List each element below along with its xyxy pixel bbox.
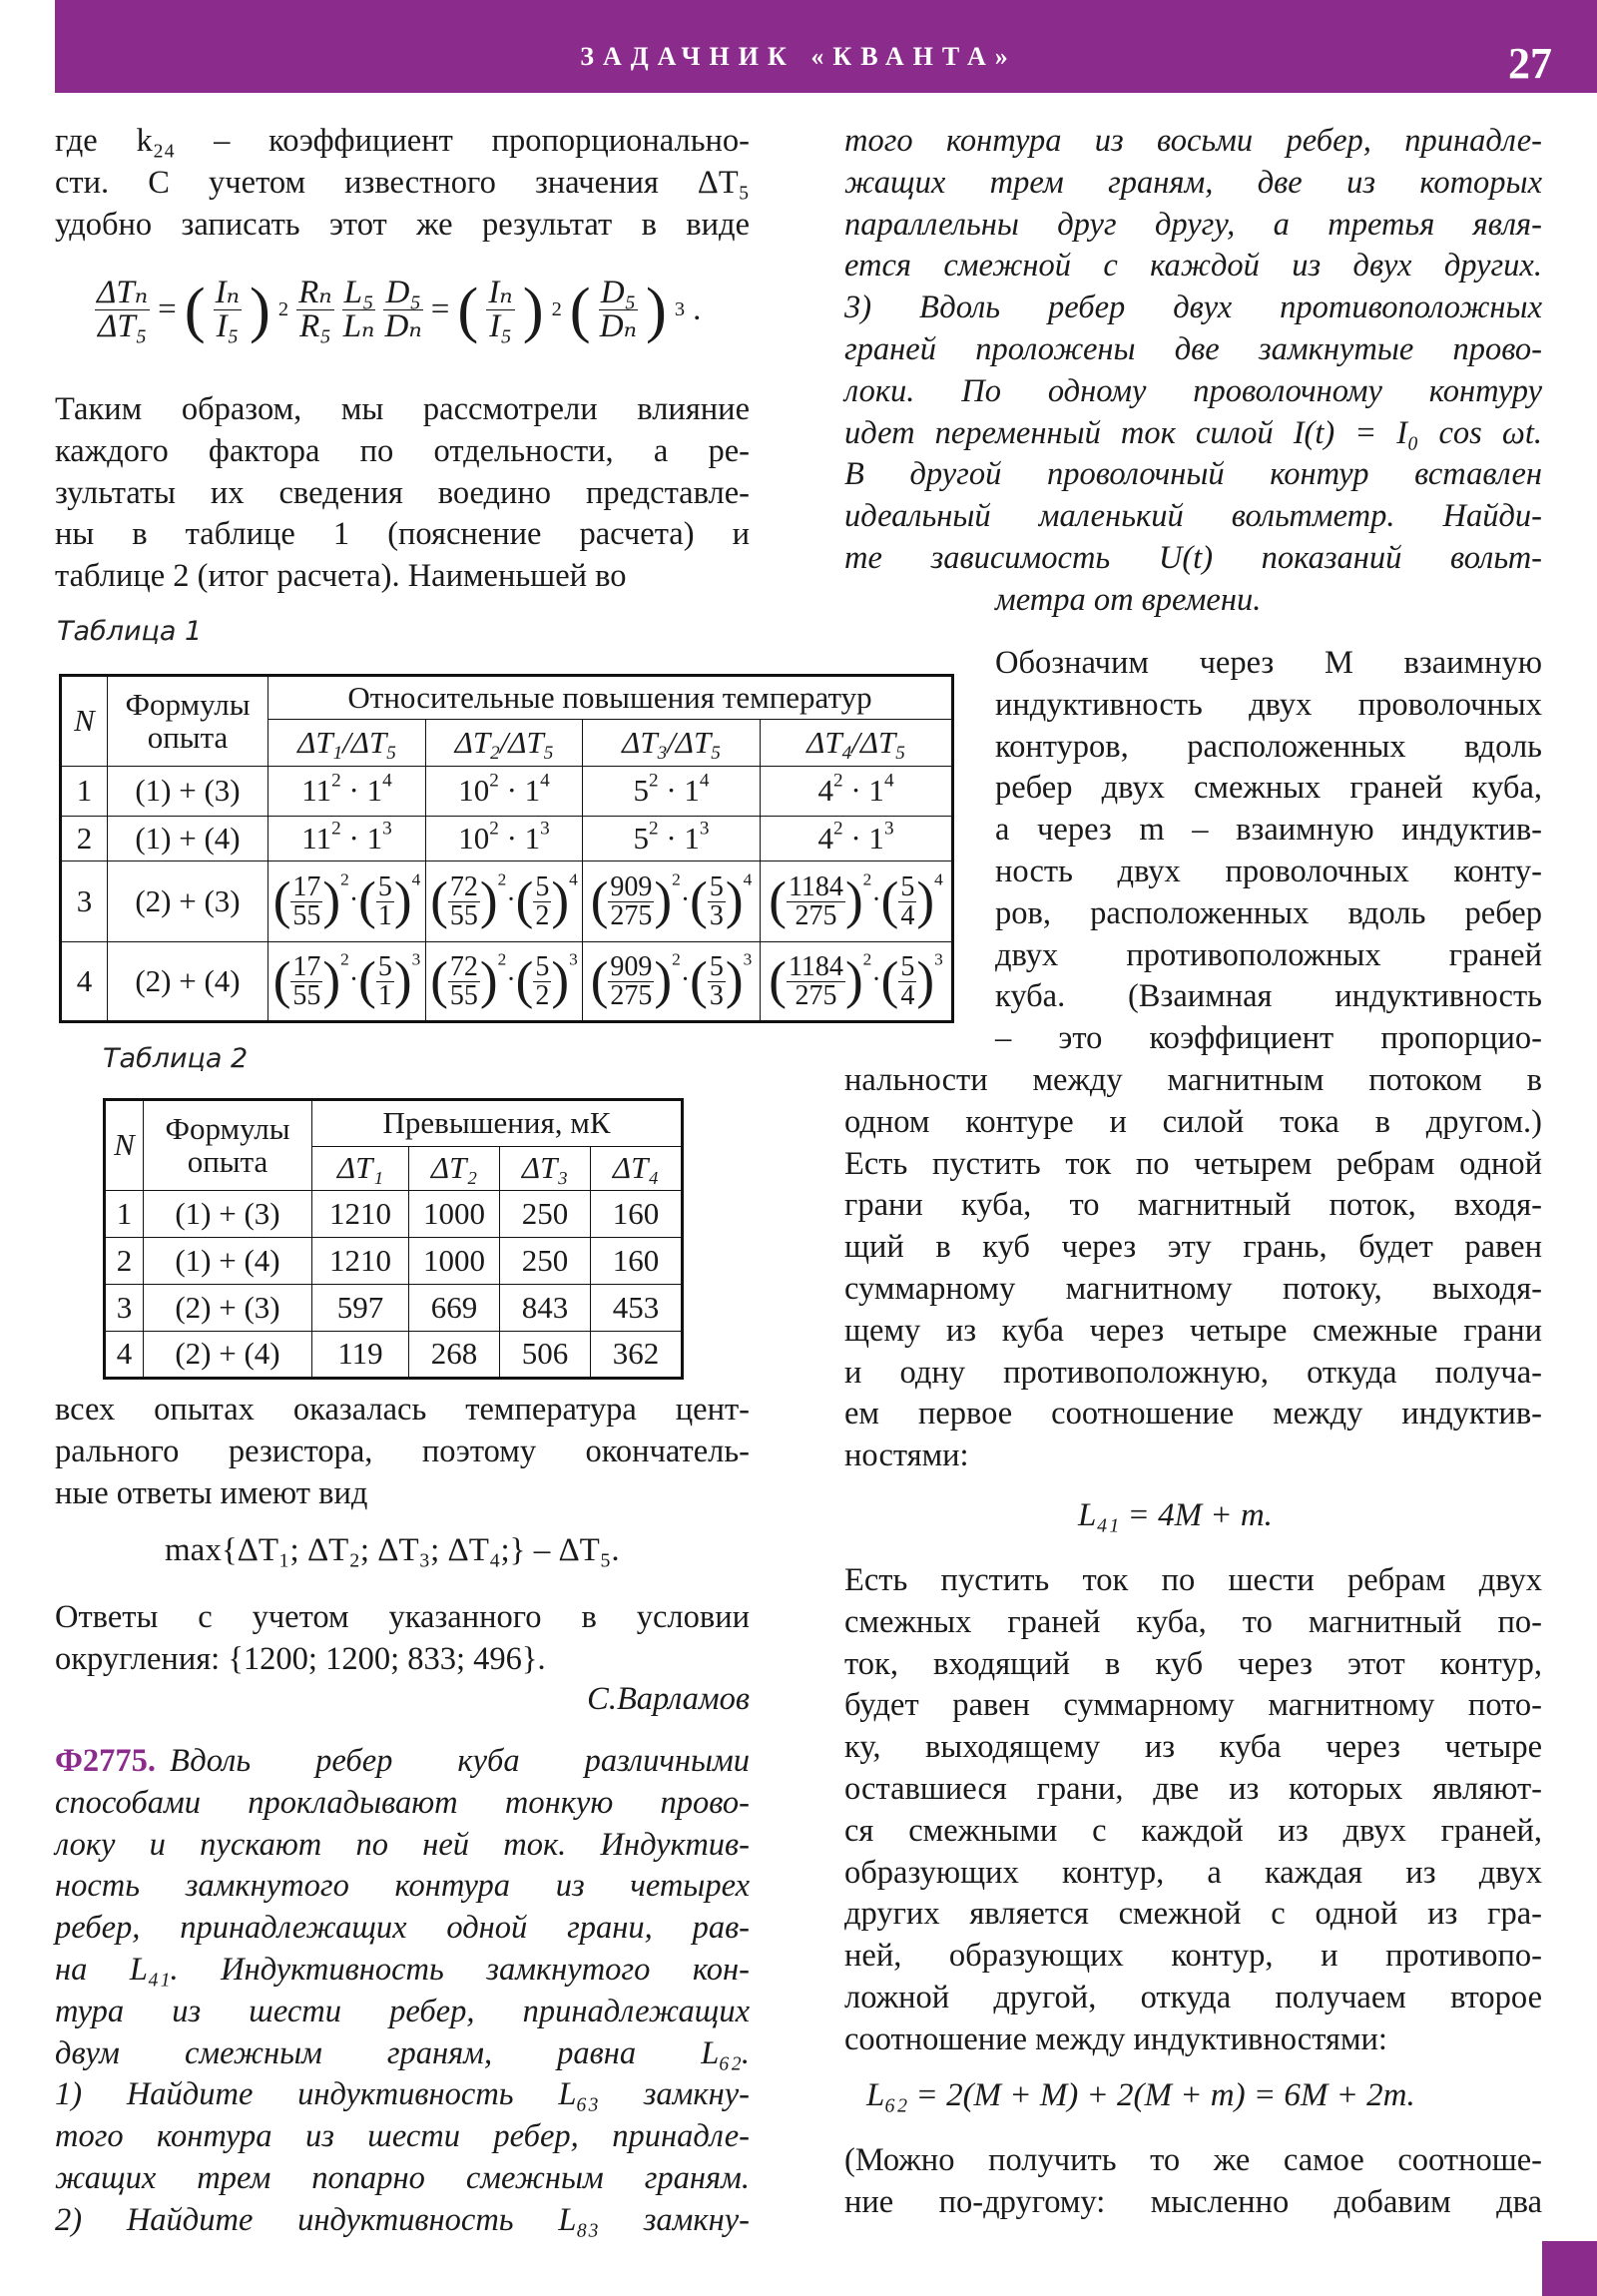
cell-formula: (1) + (3) <box>108 767 268 817</box>
fraction <box>533 950 551 1011</box>
fraction <box>608 870 654 931</box>
paren: ) <box>654 951 673 1010</box>
denominator: 1 <box>377 899 392 931</box>
left-para-3 <box>55 1390 750 1514</box>
cell-n: 4 <box>61 942 108 1022</box>
header-row <box>105 1100 683 1147</box>
text-line: граней проложены две замкнутые прово- <box>844 330 1542 367</box>
text-line: ется смежной с каждой из двух других. <box>844 248 1542 285</box>
header-n: N <box>61 676 108 767</box>
cell-formula: (1) + (4) <box>108 817 268 861</box>
problem-last-line: метра от времени. <box>995 582 1262 618</box>
cell-value: ( $\frac{17}{55}$ )$^2$·( $\frac{5}{1}$ )$^3$ <box>268 942 426 1022</box>
header-row <box>61 676 953 720</box>
cell-value: $4^2 \cdot 1^4$ <box>761 767 953 817</box>
text-line: ток, входящий в куб через этот контур, <box>844 1645 1542 1682</box>
table-row <box>61 861 953 942</box>
exponent: 3 <box>411 949 421 969</box>
table-row <box>105 1238 683 1285</box>
numerator: 5 <box>900 950 915 982</box>
text-line: ложной другой, откуда получаем второе <box>844 1979 1542 2015</box>
exponent: 2 <box>489 818 499 840</box>
exponent: 4 <box>934 869 943 889</box>
text-line: соотношение между индуктивностями: <box>844 2020 1387 2057</box>
power-group <box>880 869 943 931</box>
problem-continued <box>844 121 1542 580</box>
text-line: Ответы с учетом указанного в условии <box>55 1599 750 1635</box>
solution-para-2 <box>844 1560 1542 2061</box>
numerator: 17 <box>292 950 321 982</box>
subscript: 3 <box>657 742 668 764</box>
fraction <box>448 950 480 1011</box>
cell-n: 1 <box>61 767 108 817</box>
numerator: 5 <box>377 870 392 902</box>
table-1 <box>59 674 954 1023</box>
fraction <box>533 870 551 931</box>
denominator: 1 <box>377 979 392 1011</box>
text-line: сти. С учетом известного значения ΔT₅ <box>55 164 750 201</box>
text-line: ность замкнутого контура из четырех <box>55 1868 750 1905</box>
numerator: 5 <box>535 870 550 902</box>
exponent: 3 <box>883 818 894 840</box>
subscript: 5 <box>711 742 721 764</box>
text-line: того контура из шести ребер, принадле- <box>55 2118 750 2155</box>
denominator: 55 <box>292 899 321 931</box>
denominator: 3 <box>709 979 724 1011</box>
fraction <box>608 950 654 1011</box>
denominator: 275 <box>795 899 837 931</box>
fraction <box>708 950 726 1011</box>
column-header: ΔT₁ <box>312 1147 409 1191</box>
paren: ( <box>272 871 291 930</box>
power-group <box>515 869 578 931</box>
column-header: ΔT₄ <box>591 1147 683 1191</box>
exponent: 4 <box>569 869 578 889</box>
text-line: ку, выходящему из куба через четыре <box>844 1729 1542 1766</box>
cell-n: 4 <box>105 1332 144 1379</box>
page-number: 27 <box>1508 39 1552 88</box>
cell-value: $10^2 \cdot 1^4$ <box>426 767 583 817</box>
text-line: Обозначим через M взаимную <box>995 645 1542 681</box>
text-line: грани куба, то магнитный поток, входя- <box>844 1187 1542 1224</box>
cell-value: 669 <box>409 1285 500 1332</box>
paren: ( <box>769 871 787 930</box>
fraction <box>290 950 322 1011</box>
solution-para-3 <box>844 2140 1542 2224</box>
cell-value: ( $\frac{909}{275}$ )$^2$·( $\frac{5}{3}$ )$^4$ <box>583 861 761 942</box>
text-line: идеальный маленький вольтметр. Найди- <box>844 498 1542 535</box>
problem-f2775 <box>55 1741 750 2242</box>
exponent: 2 <box>862 949 872 969</box>
text-line: В другой проволочный контур вставлен <box>844 456 1542 493</box>
text-line: рального резистора, поэтому окончатель- <box>55 1433 750 1469</box>
cell-value: $11^2 \cdot 1^4$ <box>268 767 426 817</box>
paren: ( <box>430 951 448 1010</box>
paren: ) <box>322 951 341 1010</box>
denominator: 55 <box>449 979 478 1011</box>
subscript: 5 <box>895 742 905 764</box>
paren: ) <box>322 871 341 930</box>
header-formula: Формулы опыта <box>144 1100 312 1191</box>
exponent: 4 <box>540 770 550 792</box>
left-para-1 <box>55 121 750 246</box>
header-formula: Формулы опыта <box>108 676 268 767</box>
paren: ( <box>769 951 787 1010</box>
subscript: 5 <box>386 742 396 764</box>
cell-value: 362 <box>591 1332 683 1379</box>
header-n: N <box>105 1100 144 1191</box>
cell-value: 453 <box>591 1285 683 1332</box>
paren: ) <box>551 871 570 930</box>
fraction <box>898 950 916 1011</box>
text-line: Вдоль ребер куба различными <box>170 1743 750 1779</box>
cell-value: 1210 <box>312 1191 409 1238</box>
solution-indented <box>995 643 1542 1060</box>
cell-value: 1000 <box>409 1238 500 1285</box>
text-line: ны в таблице 1 (пояснение расчета) и <box>55 516 750 553</box>
subscript: 5 <box>543 742 554 764</box>
power-group <box>690 869 753 931</box>
exponent: 4 <box>743 869 753 889</box>
cell-value: $11^2 \cdot 1^3$ <box>268 817 426 861</box>
paren: ( <box>880 951 899 1010</box>
text-line: того контура из восьми ребер, принадле- <box>844 123 1542 159</box>
paren: ) <box>844 951 863 1010</box>
table-row <box>105 1191 683 1238</box>
numerator: 5 <box>900 870 915 902</box>
text-line: будет равен суммарному магнитному пото- <box>844 1687 1542 1724</box>
paren: ( <box>358 951 376 1010</box>
text-line: двух противоположных граней <box>995 936 1542 973</box>
text-line: и одну противоположную, откуда получа- <box>844 1354 1542 1391</box>
exponent: 2 <box>497 949 507 969</box>
text-line: идет переменный ток силой I(t) = I₀ cos ωt. <box>844 414 1542 451</box>
cell-formula: (1) + (4) <box>144 1238 312 1285</box>
problem-number: Ф2775. <box>55 1743 157 1779</box>
denominator: 4 <box>900 979 915 1011</box>
denominator: 275 <box>610 979 653 1011</box>
paren: ( <box>590 951 609 1010</box>
exponent: 2 <box>648 818 659 840</box>
text-line: суммарному магнитному потоку, выходя- <box>844 1270 1542 1307</box>
fraction <box>376 950 394 1011</box>
text-line: ребер двух смежных граней куба, <box>995 770 1542 807</box>
exponent: 2 <box>672 949 681 969</box>
numerator: 72 <box>449 950 478 982</box>
cell-value: ( $\frac{1184}{275}$ )$^2$·( $\frac{5}{4}$ )$^3$ <box>761 942 953 1022</box>
header-group: Относительные повышения температур <box>268 676 953 720</box>
exponent: 2 <box>331 818 341 840</box>
numerator: 1184 <box>788 870 843 902</box>
text-line: контуров, расположенных вдоль <box>995 728 1542 765</box>
text-line: одном контуре и силой тока в другом.) <box>844 1103 1542 1140</box>
denominator: 2 <box>535 979 550 1011</box>
numerator: 17 <box>292 870 321 902</box>
paren: ( <box>690 951 708 1010</box>
paren: ) <box>551 951 570 1010</box>
text-line: где k₂₄ – коэффициент пропорционально- <box>55 123 750 159</box>
fraction <box>787 950 845 1011</box>
paren: ( <box>590 871 609 930</box>
text-line: каждого фактора по отдельности, а ре- <box>55 432 750 469</box>
text-line: локи. По одному проволочному контуру <box>844 372 1542 409</box>
text-line: двум смежным граням, равна L₆₂. <box>55 2034 750 2071</box>
column-header: $\Delta T_2/\Delta T_5$ <box>426 720 583 767</box>
cell-value: 250 <box>500 1238 591 1285</box>
text-line: Таким образом, мы рассмотрели влияние <box>55 391 750 427</box>
cell-value: 268 <box>409 1332 500 1379</box>
text-line: параллельны друг другу, а третья явля- <box>844 206 1542 243</box>
cell-n: 2 <box>105 1238 144 1285</box>
table-row <box>61 942 953 1022</box>
column-header: $\Delta T_1/\Delta T_5$ <box>268 720 426 767</box>
text-line: – это коэффициент пропорцио- <box>995 1020 1542 1057</box>
text-line: ребер, принадлежащих одной грани, рав- <box>55 1910 750 1947</box>
cell-formula: (2) + (3) <box>144 1285 312 1332</box>
exponent: 2 <box>489 770 499 792</box>
section-title: ЗАДАЧНИК «КВАНТА» <box>580 42 1017 71</box>
paren: ) <box>916 951 935 1010</box>
exponent: 3 <box>934 949 943 969</box>
paren: ) <box>479 951 498 1010</box>
text-line: индуктивность двух проволочных <box>995 686 1542 723</box>
cell-value: ( $\frac{72}{55}$ )$^2$·( $\frac{5}{2}$ )$^3$ <box>426 942 583 1022</box>
text-line: Есть пустить ток по шести ребрам двух <box>844 1562 1542 1598</box>
text-line: жащих трем попарно смежным граням. <box>55 2159 750 2196</box>
text-line: всех опытах оказалась температура цент- <box>55 1392 750 1428</box>
cell-n: 1 <box>105 1191 144 1238</box>
table-row <box>61 817 953 861</box>
paren: ) <box>479 871 498 930</box>
text-line: смежных граней куба, то магнитный по- <box>844 1603 1542 1640</box>
text-line: оставшиеся грани, две из которых являют- <box>844 1770 1542 1807</box>
power-group <box>515 949 578 1011</box>
text-line: ность двух проволочных конту- <box>995 853 1542 889</box>
cell-n: 2 <box>61 817 108 861</box>
denominator: 2 <box>535 899 550 931</box>
cell-value: ( $\frac{1184}{275}$ )$^2$·( $\frac{5}{4}$ )$^4$ <box>761 861 953 942</box>
text-line: Есть пустить ток по четырем ребрам одной <box>844 1145 1542 1182</box>
paren: ) <box>654 871 673 930</box>
exponent: 3 <box>743 949 753 969</box>
fraction <box>290 870 322 931</box>
denominator: 55 <box>449 899 478 931</box>
exponent: 2 <box>648 770 659 792</box>
author: С.Варламов <box>587 1681 750 1717</box>
corner-marker <box>1542 2241 1597 2296</box>
paren: ( <box>515 871 534 930</box>
paren: ) <box>844 871 863 930</box>
text-line: нальности между магнитным потоком в <box>844 1062 1542 1098</box>
paren: ) <box>393 951 412 1010</box>
column-header: ΔT₃ <box>500 1147 591 1191</box>
paren: ) <box>393 871 412 930</box>
fraction <box>898 870 916 931</box>
text-line: 2) Найдите индуктивность L₈₃ замкну- <box>55 2201 750 2238</box>
numerator: 909 <box>610 870 653 902</box>
cell-value: $10^2 \cdot 1^3$ <box>426 817 583 861</box>
numerator: 5 <box>377 950 392 982</box>
paren: ( <box>690 871 708 930</box>
page-header <box>55 0 1597 93</box>
cell-n: 3 <box>61 861 108 942</box>
text-line: таблице 2 (итог расчета). Наименьшей во <box>55 558 627 595</box>
exponent: 2 <box>340 949 349 969</box>
text-line: других является смежной с одной из гра- <box>844 1896 1542 1933</box>
text-line: куба. (Взаимная индуктивность <box>995 978 1542 1015</box>
cell-value: ( $\frac{909}{275}$ )$^2$·( $\frac{5}{3}$ )$^3$ <box>583 942 761 1022</box>
text-line: удобно записать этот же результат в виде <box>55 206 750 243</box>
denominator: 4 <box>900 899 915 931</box>
column-header: $\Delta T_4/\Delta T_5$ <box>761 720 953 767</box>
text-line: щему из куба через четыре смежные грани <box>844 1312 1542 1349</box>
answers <box>55 1597 750 1681</box>
text-line: (Можно получить то же самое соотноше- <box>844 2142 1542 2178</box>
text-line: те зависимость U(t) показаний вольт- <box>844 539 1542 576</box>
text-line: ем первое соотношение между индуктив- <box>844 1396 1542 1433</box>
text-line: тура из шести ребер, принадлежащих <box>55 1993 750 2029</box>
exponent: 2 <box>497 869 507 889</box>
cell-value: 1210 <box>312 1238 409 1285</box>
text-line: ностями: <box>844 1437 969 1474</box>
cell-value: 506 <box>500 1332 591 1379</box>
paren: ) <box>725 951 744 1010</box>
cell-value: 160 <box>591 1191 683 1238</box>
text-line: зультаты их сведения воедино представле- <box>55 474 750 511</box>
text-line: на L₄₁. Индуктивность замкнутого кон- <box>55 1951 750 1988</box>
denominator: 55 <box>292 979 321 1011</box>
text-line: ров, расположенных вдоль ребер <box>995 894 1542 931</box>
numerator: 1184 <box>788 950 843 982</box>
numerator: 5 <box>709 870 724 902</box>
text-line: 3) Вдоль ребер двух противоположных <box>844 289 1542 326</box>
text-line: ные ответы имеют вид <box>55 1474 368 1511</box>
fraction <box>376 870 394 931</box>
text-line: локу и пускают по ней ток. Индуктив- <box>55 1826 750 1863</box>
power-group <box>690 949 753 1011</box>
cell-value: ( $\frac{17}{55}$ )$^2$·( $\frac{5}{1}$ )$^4$ <box>268 861 426 942</box>
paren: ( <box>430 871 448 930</box>
table-row <box>105 1285 683 1332</box>
paren: ) <box>916 871 935 930</box>
fraction <box>787 870 845 931</box>
cell-value: 843 <box>500 1285 591 1332</box>
exponent: 3 <box>699 818 710 840</box>
text-line: ней, образующих контур, и противопо- <box>844 1938 1542 1975</box>
fraction <box>448 870 480 931</box>
paren: ( <box>272 951 291 1010</box>
text-line: жащих трем граням, две из которых <box>844 164 1542 201</box>
power-group <box>358 869 421 931</box>
exponent: 4 <box>411 869 421 889</box>
numerator: 72 <box>449 870 478 902</box>
cell-formula: (1) + (3) <box>144 1191 312 1238</box>
text-line: ние по-другому: мысленно добавим два <box>844 2183 1542 2220</box>
exponent: 2 <box>833 770 843 792</box>
cell-value: $5^2 \cdot 1^3$ <box>583 817 761 861</box>
cell-value: 1000 <box>409 1191 500 1238</box>
cell-value: 119 <box>312 1332 409 1379</box>
header-group: Превышения, мК <box>312 1100 683 1147</box>
power-group <box>880 949 943 1011</box>
fraction <box>708 870 726 931</box>
exponent: 4 <box>699 770 710 792</box>
paren: ( <box>515 951 534 1010</box>
denominator: 3 <box>709 899 724 931</box>
text-line: 1) Найдите индуктивность L₆₃ замкну- <box>55 2076 750 2113</box>
formula-l41: L₄₁ = 4M + m. <box>1078 1497 1273 1533</box>
column-header: $\Delta T_3/\Delta T_5$ <box>583 720 761 767</box>
cell-n: 3 <box>105 1285 144 1332</box>
solution-para-1 <box>844 1060 1542 1477</box>
column-header: ΔT₂ <box>409 1147 500 1191</box>
denominator: 275 <box>795 979 837 1011</box>
left-para-2 <box>55 389 750 598</box>
cell-value: ( $\frac{72}{55}$ )$^2$·( $\frac{5}{2}$ )$^4$ <box>426 861 583 942</box>
power-group <box>358 949 421 1011</box>
subscript: 2 <box>490 742 500 764</box>
cell-value: 160 <box>591 1238 683 1285</box>
cell-formula: (2) + (4) <box>108 942 268 1022</box>
exponent: 3 <box>540 818 550 840</box>
exponent: 4 <box>382 770 392 792</box>
cell-value: 250 <box>500 1191 591 1238</box>
exponent: 2 <box>833 818 843 840</box>
paren: ( <box>358 871 376 930</box>
numerator: 909 <box>610 950 653 982</box>
paren: ) <box>725 871 744 930</box>
exponent: 2 <box>340 869 349 889</box>
text-line: а через m – взаимную индуктив- <box>995 812 1542 849</box>
text-line: щий в куб через эту грань, будет равен <box>844 1229 1542 1266</box>
subscript: 1 <box>332 742 343 764</box>
numerator: 5 <box>709 950 724 982</box>
table-2 <box>103 1098 684 1380</box>
exponent: 2 <box>331 770 341 792</box>
exponent: 3 <box>569 949 578 969</box>
exponent: 4 <box>883 770 894 792</box>
formula-l62: L₆₂ = 2(M + M) + 2(M + m) = 6M + 2m. <box>866 2077 1415 2113</box>
table-row <box>61 767 953 817</box>
formula-ratio: $\frac{\text{ΔTₙ}}{\text{ΔT₅}}$ = ( $\frac{\text{Iₙ}}{\text{I₅}}$ ) 2 $\frac{\text{Rₙ}}{\text{R₅}}$ $\frac{\text{L₅}}{\text{Lₙ}}$ $\frac{\text{D₅}}{\text{Dₙ}}$ = ( $\frac{\text{Iₙ}}{\text{I₅}}$ ) 2 ( $\frac{\text{D₅}}{\text{Dₙ}}$ ) 3 . <box>97 274 702 344</box>
cell-value: $5^2 \cdot 1^4$ <box>583 767 761 817</box>
exponent: 2 <box>862 869 872 889</box>
paren: ( <box>880 871 899 930</box>
cell-value: $4^2 \cdot 1^3$ <box>761 817 953 861</box>
denominator: 275 <box>610 899 653 931</box>
numerator: 5 <box>535 950 550 982</box>
text-line: способами прокладывают тонкую прово- <box>55 1784 750 1821</box>
cell-formula: (2) + (4) <box>144 1332 312 1379</box>
cell-value: 597 <box>312 1285 409 1332</box>
exponent: 2 <box>672 869 681 889</box>
table1-caption: Таблица 1 <box>57 616 203 647</box>
formula-max: max{ΔT₁; ΔT₂; ΔT₃; ΔT₄;} – ΔT₅. <box>165 1532 620 1568</box>
text-line: округления: {1200; 1200; 833; 496}. <box>55 1640 546 1677</box>
text-line: образующих контур, а каждая из двух <box>844 1854 1542 1891</box>
cell-formula: (2) + (3) <box>108 861 268 942</box>
subscript: 4 <box>841 742 852 764</box>
text-line: ся смежными с каждой из двух граней, <box>844 1812 1542 1849</box>
exponent: 3 <box>382 818 392 840</box>
table2-caption: Таблица 2 <box>103 1043 249 1074</box>
table-row <box>105 1332 683 1379</box>
